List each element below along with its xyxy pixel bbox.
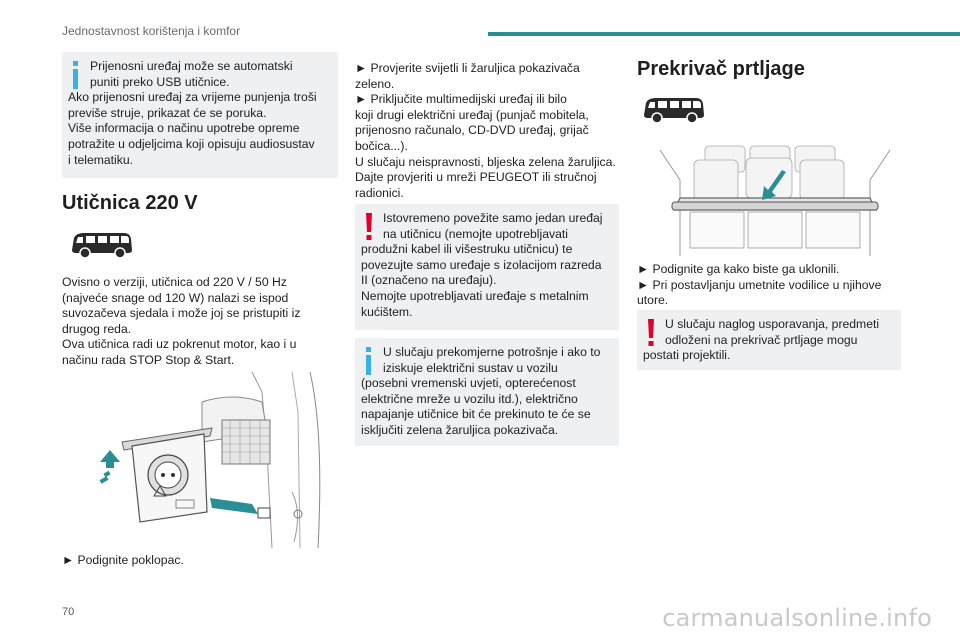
body-line: drugog reda.	[62, 321, 132, 336]
info-line: isključiti zelena žaruljica pokazivača.	[361, 422, 559, 437]
body-line: prijenosno računalo, CD-DVD uređaj, grijač	[355, 123, 589, 138]
body-line: zeleno.	[355, 76, 395, 91]
info-icon	[69, 61, 83, 89]
step-line: ► Pri postavljanju umetnite vodilice u njihove	[637, 277, 882, 292]
info-line: električne mreže u vozilu itd.), električno	[361, 391, 578, 406]
warning-box-luggage	[637, 310, 901, 370]
warning-line: Istovremeno povežite samo jedan uređaj	[383, 211, 603, 225]
body-line: načinu rada STOP Stop & Start.	[62, 352, 235, 367]
step-line: ► Podignite ga kako biste ga uklonili.	[637, 262, 840, 276]
info-line: iziskuje električni sustav u vozilu	[383, 360, 558, 375]
body-line: U slučaju neispravnosti, bljeska zelena žaruljica.	[355, 154, 616, 169]
heading-luggage-cover: Prekrivač prtljage	[637, 58, 805, 80]
body-line: Dajte provjeriti u mreži PEUGEOT ili stručnoj	[355, 170, 597, 185]
step-line: utore.	[637, 293, 669, 308]
running-header: Jednostavnost korištenja i komfor	[62, 24, 241, 38]
info-line: potražite u odjeljcima koji opisuju audiosustav	[68, 136, 315, 151]
info-line: (posebni vremenski uvjeti, opterećenost	[361, 376, 576, 391]
body-line: ► Priključite multimedijski uređaj ili bilo	[355, 92, 567, 107]
watermark: carmanualsonline.info	[662, 604, 932, 632]
header-accent-bar	[488, 32, 960, 36]
body-line: koji drugi električni uređaj (punjač mobitela,	[355, 107, 589, 122]
heading-socket: Utičnica 220 V	[62, 192, 198, 214]
body-line: Ova utičnica radi uz pokrenut motor, kao i u	[62, 337, 297, 352]
info-box-usb	[62, 52, 338, 178]
luggage-cover-illustration	[650, 140, 900, 256]
info-line: Prijenosni uređaj može se automatski	[90, 59, 293, 73]
socket-instructions	[355, 61, 619, 201]
body-line: bočica...).	[355, 138, 408, 153]
warning-line: Nemojte upotrebljavati uređaje s metalnim	[361, 288, 589, 303]
warning-line: kućištem.	[361, 304, 413, 319]
body-line: suvozačeva sjedala i može joj se pristupiti iz	[62, 306, 301, 321]
socket-body	[62, 275, 342, 369]
body-line: Ovisno o verziji, utičnica od 220 V / 50 Hz	[62, 275, 287, 289]
warning-line: produžni kabel ili višestruku utičnicu) te	[361, 242, 573, 257]
van-icon	[640, 93, 708, 125]
step-lift-cover: ► Podignite poklopac.	[62, 553, 184, 567]
warning-icon	[644, 319, 658, 347]
info-line: i telematiku.	[68, 152, 134, 167]
info-line: napajanje utičnice bit će prekinuto te će se	[361, 407, 591, 422]
body-line: (najveće snage od 120 W) nalazi se ispod	[62, 290, 289, 305]
info-icon	[362, 347, 376, 375]
warning-line: II (označeno na uređaju).	[361, 273, 497, 288]
luggage-cover-steps	[637, 262, 903, 309]
van-icon	[68, 228, 136, 260]
warning-line: odloženi na prekrivač prtljage mogu	[665, 332, 858, 347]
warning-line: na utičnicu (nemojte upotrebljavati	[383, 226, 568, 241]
warning-line: povezujte samo uređaje s izolacijom razreda	[361, 257, 602, 272]
info-line: Više informacija o načinu upotrebe opreme	[68, 121, 300, 136]
info-line: Ako prijenosni uređaj za vrijeme punjenja troši	[68, 90, 317, 105]
page-number: 70	[62, 606, 75, 618]
body-line: ► Provjerite svijetli li žaruljica pokazivača	[355, 61, 580, 75]
info-line: puniti preko USB utičnice.	[90, 74, 230, 89]
body-line: radionici.	[355, 185, 404, 200]
warning-box-socket	[355, 204, 619, 330]
info-line: U slučaju prekomjerne potrošnje i ako to	[383, 345, 601, 359]
info-line: previše struje, prikazat će se poruka.	[68, 105, 267, 120]
warning-line: U slučaju naglog usporavanja, predmeti	[665, 317, 880, 331]
warning-icon	[362, 213, 376, 241]
info-box-overload	[355, 338, 619, 446]
socket-illustration	[62, 372, 338, 548]
warning-line: postati projektili.	[643, 348, 731, 363]
